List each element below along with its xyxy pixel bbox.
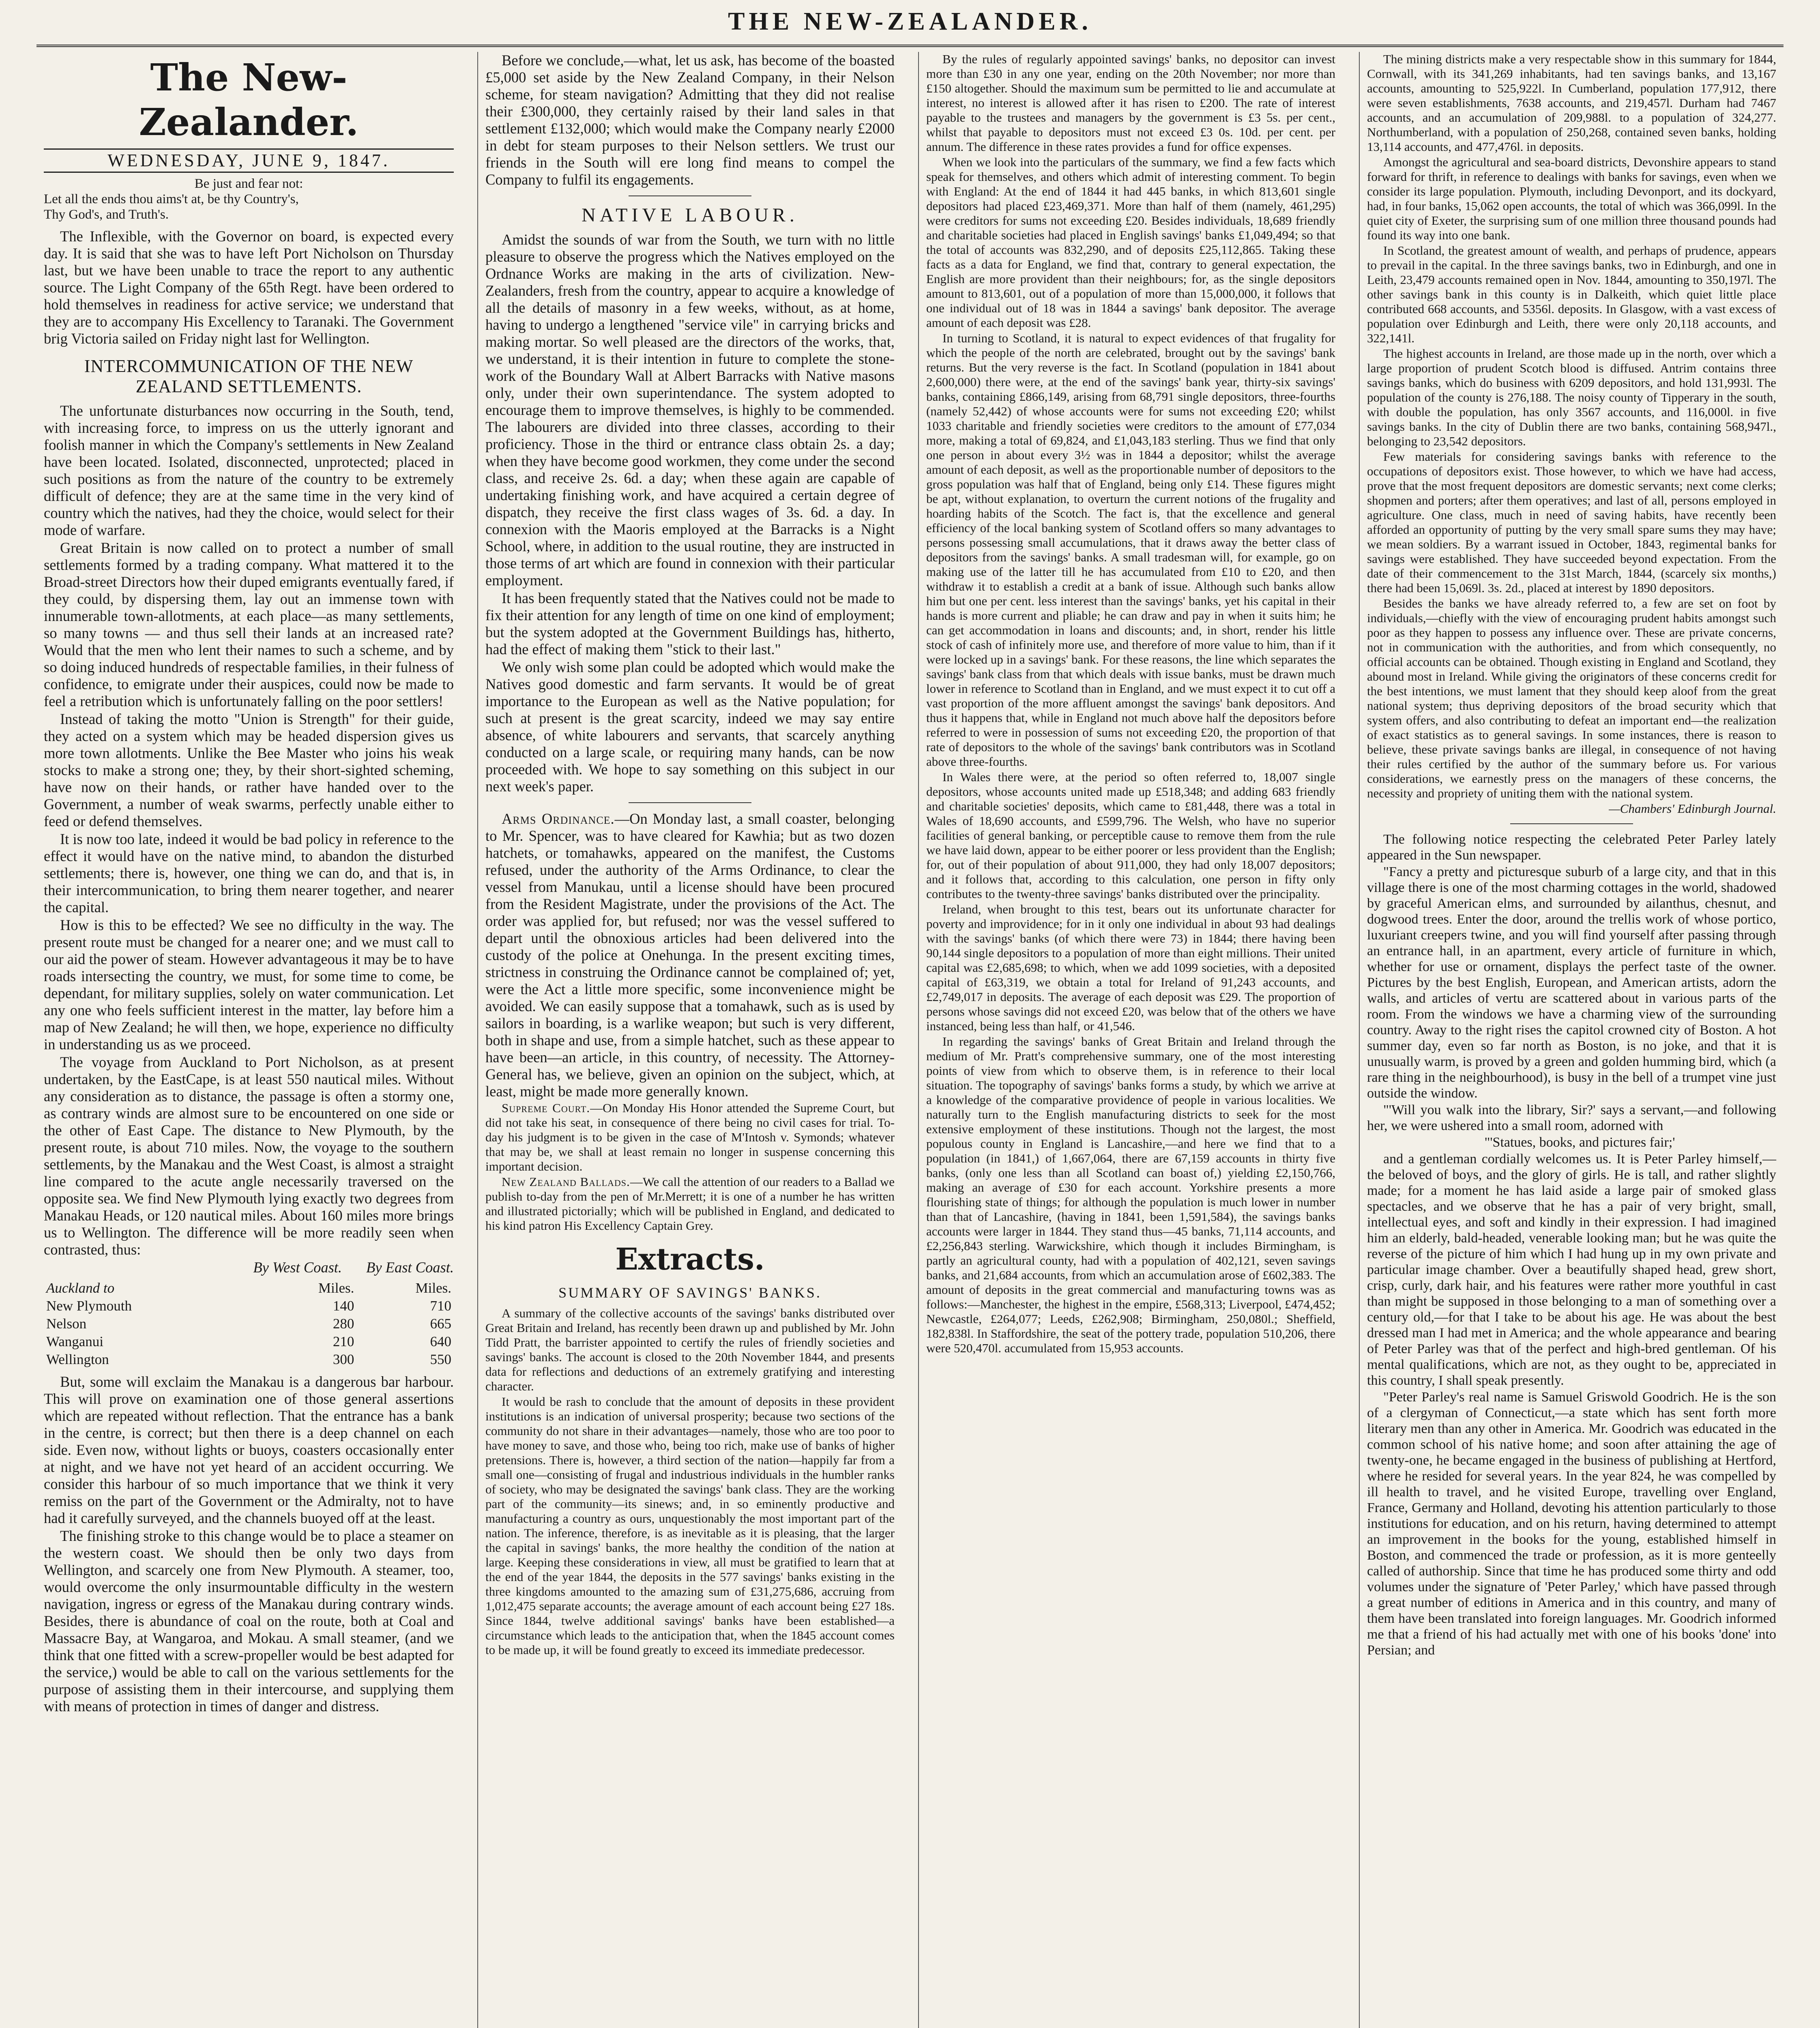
section-divider xyxy=(629,195,751,196)
extracts-heading: Extracts. xyxy=(615,1242,765,1277)
parley-q2: "'Will you walk into the library, Sir?' says a servant,—and following her, we were ushered into a small room, adorned with xyxy=(1367,1102,1776,1133)
intercommunication-p7: But, some will exclaim the Manakau is a dangerous bar harbour. This will prove on examination one of those general assertions which are repeated without reflection. That the entrance has a bank in the centre, is correct; but then there is a deep channel on each side. Even now, without lights or buoys, coasters occasionally enter at night, and we have not yet heard of an accident occurring. We consider this harbour of so much importance that we think it very remiss on the part of the Government or the Admiralty, not to have had it carefully surveyed, and the channels buoyed off at the least. xyxy=(44,1373,454,1526)
motto-line-3: Thy God's, and Truth's. xyxy=(44,207,169,222)
table-row xyxy=(44,1333,454,1351)
arms-ordinance-lead: Arms Ordinance. xyxy=(502,810,615,827)
running-head: THE NEW-ZEALANDER. xyxy=(728,8,1092,35)
ballads-paragraph xyxy=(485,1175,895,1233)
table-row xyxy=(44,1279,454,1297)
section-divider xyxy=(1510,823,1633,824)
east-miles-cell: 640 xyxy=(430,1334,451,1349)
column-4 xyxy=(1359,52,1784,2028)
unit-west: Miles. xyxy=(318,1280,354,1296)
intercommunication-p2: Great Britain is now called on to protect a number of small settlements formed by a trading company. What mattered it to the Broad-street Directors how their duped emigrants eventually fared, if they could, by dispersing them, lay out an immense town with innumerable town-allotments, at each place—as many settlements, so many towns — and thus sell their lands at an increased rate? Would that the men who lent their names to such a scheme, and by so doing induced hundreds of respectable families, in their fulness of confidence, to emigrate under their auspices, could now be made to feel a retribution which is unfortunately falling on the poor settlers! xyxy=(44,539,454,709)
unit-east: Miles. xyxy=(415,1280,451,1296)
native-labour-p2: It has been frequently stated that the Natives could not be made to fix their attention for any length of time on one kind of employment; but the system adopted at the Government Buildings has, hitherto, had the effect of making them "stick to their last." xyxy=(485,590,895,657)
native-labour-p1: Amidst the sounds of war from the South, we turn with no little pleasure to observe the progress which the Natives employed on the Ordnance Works are making in the arts of civilization. New-Zealanders, fresh from the country, appear to acquire a knowledge of all the details of masonry in a few weeks, without, as at home, having to undergo a lengthened "service vile" in carrying bricks and making mortar. So well pleased are the directors of the works, that, we understand, it is their intention in future to complete the stone-work of the Boundary Wall at Albert Barracks with Native masons only, under their own superintendance. The system adopted to encourage them to improve themselves, is highly to be commended. The labourers are divided into three classes, according to their proficiency. Those in the third or entrance class obtain 2s. a day; when they have become good workmen, they come under the second class, and receive 2s. 6d. a day; when these again are capable of undertaking finishing work, and have acquired a certain degree of dispatch, they receive the first class wages of 3s. 6d. a day. In connexion with the Maoris employed at the Barracks is a Night School, where, in addition to the usual routine, they are instructed in those terms of art which are found in connexion with their particular employment. xyxy=(485,231,895,589)
savings-p11: In Scotland, the greatest amount of wealth, and perhaps of prudence, appears to prevail in the capital. In the three savings banks, two in Edinburgh, and one in Leith, 23,479 accounts remained open in Nov. 1844, amounting to 350,197l. The other savings bank in this county is in Dalkeith, which quiet little place contributed 668 accounts, and 5356l. deposits. In Glasgow, with a vast excess of population over Edinburgh and Leith, there were only 20,118 accounts, and 322,141l. xyxy=(1367,243,1776,345)
arms-ordinance-paragraph xyxy=(485,810,895,1100)
table-row xyxy=(44,1315,454,1333)
savings-p1: A summary of the collective accounts of the savings' banks distributed over Great Britain and Ireland, has recently been drawn up and published by Mr. John Tidd Pratt, the barrister appointed to certify the rules of friendly societies and savings' banks. The account is closed to the 20th November 1844, and presents data for reflections and deductions of an extremely gratifying and interesting character. xyxy=(485,1306,895,1393)
supreme-court-paragraph xyxy=(485,1101,895,1174)
intercommunication-title: INTERCOMMUNICATION OF THE NEW ZEALAND SETTLEMENTS. xyxy=(84,356,414,396)
section-divider xyxy=(629,802,751,803)
parley-intro: The following notice respecting the celebrated Peter Parley lately appeared in the Sun newspaper. xyxy=(1367,832,1776,863)
header-rule xyxy=(36,45,1784,47)
savings-p3: By the rules of regularly appointed savings' banks, no depositor can invest more than £30 in any one year, ending on the 20th November; nor more than £150 altogether. Should the maximum sum be permitted to lie and accumulate at interest, no interest is allowed after it has risen to £200. The rate of interest payable to the trustees and managers by the government is £3 5s. per cent., whilst that payable to depositors must not exceed £3 0s. 10d. per cent. per annum. The difference in these rates provides a fund for office expenses. xyxy=(926,52,1335,154)
west-coast-heading: By West Coast. xyxy=(253,1259,342,1276)
savings-p5: In turning to Scotland, it is natural to expect evidences of that frugality for which the people of the north are celebrated, brought out by the savings' bank returns. But the very reverse is the fact. In Scotland (population in 1841 about 2,600,000) there were, at the end of the savings' bank year, thirty-six savings' banks, containing £866,149, arising from 68,791 single depositors, three-fourths (namely 52,442) of whose accounts were for sums not exceeding £20; whilst 1033 charitable and friendly societies were creditors to the amount of £77,034 more, making a total of 69,824, and £1,043,183 sterling. Thus we find that only one person in about every 3½ was in 1844 a depositor; whilst the average amount of each deposit, as well as the proportionable number of depositors to the gross population was half that of England, being only £14. These figures might be apt, without explanation, to overturn the current notions of the frugality and hoarding habits of the Scotch. The fact is, that the excellence and general efficiency of the local banking system of Scotland offers so many advantages to persons possessing small accumulations, that it draws away the better class of depositors from the savings' banks. A small tradesman will, for example, go on making use of the latter till he has accumulated from £10 to £20, and then withdraw it to establish a credit at a bank of issue. Although such banks allow him but one per cent. less interest than the savings' banks, yet his capital in their hands is more current and pliable; he can draw and pay in when it suits him; he can get accommodation in loans and discounts; and, in short, render his little stock of cash of infinitely more use, and therefore of more value to him, than if it were locked up in a savings' bank. For these reasons, the line which separates the savings' bank class from that which deals with issue banks, must be drawn much lower in reference to Scotland than in England, and we must expect it to cut off a vast proportion of the more affluent amongst the savings' bank depositors. And thus it happens that, while in England not much above half the depositors before referred to were in possession of sums not exceeding £20, the proportion of that rate of depositors to the whole of the savings' bank contributors was in Scotland above three-fourths. xyxy=(926,331,1335,769)
savings-p6: In Wales there were, at the period so often referred to, 18,007 single depositors, whose accounts united made up £518,348; and adding 683 friendly and charitable societies' deposits, which came to £81,448, there was a total in Wales of 18,690 accounts, and £599,796. The Welsh, who have no superior facilities of general banking, or perceptible cause to remove them from the rule we have laid down, appear to be either poorer or less provident than the English; for, out of their population of about 911,000, they had only 18,007 depositors; and it follows that, according to this calculation, one person in fifty only contributes to the twenty-three savings' banks distributed over the principality. xyxy=(926,770,1335,901)
intercommunication-p6: The voyage from Auckland to Port Nicholson, as at present undertaken, by the EastCape, is at least 550 nautical miles. Without any consideration as to distance, the passage is often a stormy one, as contrary winds are almost sure to be encountered on one side or the other of East Cape. The distance to New Plymouth, by the present route, is about 710 miles. Now, the voyage to the southern settlements, by the Manakau and the West Coast, is almost a straight line compared to the acute angle necessarily traversed on the opposite sea. We find New Plymouth lying exactly two degrees from Manakau Heads, or 120 nautical miles. About 160 miles more brings us to Wellington. The difference will be more readily seen when contrasted, thus: xyxy=(44,1054,454,1258)
supreme-court-text: —On Monday His Honor attended the Supreme Court, but did not take his seat, in consequence of there being no civil cases for trial. To-day his judgment is to be given in the case of M'Intosh v. Symonds; whatever that may be, we shall at least remain no longer in suspense concerning this important decision. xyxy=(485,1101,895,1173)
west-miles-cell: 300 xyxy=(333,1351,354,1367)
columns xyxy=(36,52,1784,2028)
motto-line-1: Be just and fear not: xyxy=(194,176,303,191)
east-miles-cell: 550 xyxy=(430,1351,451,1367)
intercommunication-p9: Before we conclude,—what, let us ask, has become of the boasted £5,000 set aside by the New Zealand Company, in their Nelson scheme, for steam navigation? Admitting that they did not realise their £300,000, they certainly raised by their land sales in that settlement £132,000; which would make the Company nearly £2000 in debt for steam purposes to their Nelson settlers. We trust our friends in the South will ere long find means to compel the Company to fulfil its engagements. xyxy=(485,52,895,188)
savings-p8: In regarding the savings' banks of Great Britain and Ireland through the medium of Mr. Pratt's comprehensive summary, one of the most interesting points of view from which to observe them, is in reference to their local situation. The topography of savings' banks forms a study, by which we arrive at a knowledge of the comparative providence of people in various localities. We naturally turn to the English manufacturing districts to seek for the most extensive employment of these institutions. Though not the largest, the most populous county in England is Lancashire,—and here we find that to a population (in 1841,) of 1,667,064, there are 67,159 accounts in thirty five banks, (only one less than all Scotland can boast of,) yielding £2,150,766, making an average of £30 for each account. Yorkshire presents a more flourishing state of things; for although the population is much lower in number than that of Lancashire, (having in 1841, been 1,591,584), the savings banks accounts were larger in 1844. They stand thus—45 banks, 71,114 accounts, and £2,256,843 sterling. Warwickshire, which though it includes Birmingham, is partly an agricultural county, had with a population of 402,121, seven savings banks, and 21,684 accounts, from which an accumulation arose of £602,383. The amount of deposits in the great commercial and manufacturing towns was as follows:—Manchester, the highest in the empire, £568,313; Liverpool, £474,452; Newcastle, £264,077; Leeds, £262,908; Birmingham, 250,080l.; Sheffield, 182,838l. In Staffordshire, the seat of the pottery trade, population 510,206, there were 520,470l. accumulated from 15,953 accounts. xyxy=(926,1034,1335,1355)
intercommunication-p4: It is now too late, indeed it would be bad policy in reference to the effect it would have on the native mind, to abandon the disturbed settlements; there is, however, one thing we can do, and that is, in their intercommunication, to bring them nearer together, and nearer the capital. xyxy=(44,831,454,915)
distance-table xyxy=(44,1279,454,1368)
savings-banks-title: SUMMARY OF SAVINGS' BANKS. xyxy=(558,1285,822,1301)
place-cell: Wellington xyxy=(46,1351,109,1367)
side-label: Auckland to xyxy=(46,1280,115,1296)
native-labour-title: NATIVE LABOUR. xyxy=(582,204,798,226)
place-cell: New Plymouth xyxy=(46,1298,132,1314)
savings-p7: Ireland, when brought to this test, bears out its unfortunate character for poverty and improvidence; for in it only one individual in about 93 had dealings with the savings' banks (of which there were 73) in 1844; there having been 90,144 single depositors to a population of more than eight millions. Their united capital was £2,685,698; to which, when we add 1099 societies, with a deposited capital of £63,319, we obtain a total for Ireland of 91,243 accounts, and £2,749,017 in deposits. The average of each deposit was £29. The proportion of persons whose savings did not exceed £20, was below that of the others we have instanced, being less than half, or 41,546. xyxy=(926,902,1335,1033)
inflexible-paragraph: The Inflexible, with the Governor on board, is expected every day. It is said that she was to have left Port Nicholson on Thursday last, but we have been unable to trace the report to any authentic source. The Light Company of the 65th Regt. have been ordered to hold themselves in readiness for active service; we understand that they are to accompany His Excellency to Taranaki. The Government brig Victoria sailed on Friday night last for Wellington. xyxy=(44,228,454,347)
savings-p9: The mining districts make a very respectable show in this summary for 1844, Cornwall, with its 341,269 inhabitants, had ten savings banks, and 13,167 accounts, amounting to 525,922l. In Cumberland, population 177,912, there were seven establishments, 7638 accounts, and 219,457l. Durham had 7467 accounts, and an accumulation of 209,988l. to a population of 324,277. Northumberland, with a population of 250,268, contained seven banks, holding 13,114 accounts, and 477,476l. in deposits. xyxy=(1367,52,1776,154)
issue-date: WEDNESDAY, JUNE 9, 1847. xyxy=(44,148,454,173)
west-miles-cell: 140 xyxy=(333,1298,354,1314)
savings-p4: When we look into the particulars of the summary, we find a few facts which speak for themselves, and others which admit of interesting comment. To begin with England: At the end of 1844 it had 445 banks, in which 813,601 single depositors had placed £23,469,371. More than half of them (namely, 461,295) were creditors for sums not exceeding £20. Besides individuals, 18,689 friendly and charitable societies had placed in English savings' banks £1,049,494; so that the total of accounts was 832,290, and of deposits £25,112,865. Taking these facts as a data for England, we find that, contrary to general expectation, the English are more provident than their neighbours; for, as the single depositors amount to 813,601, out of a population of more than 15,000,000, it follows that one individual out of 18 was in 1844 a savings' bank depositor. The average amount of each deposit was £28. xyxy=(926,155,1335,330)
west-miles-cell: 280 xyxy=(333,1316,354,1332)
savings-p13: Few materials for considering savings banks with reference to the occupations of depositors exist. Those however, to which we have had access, prove that the most frequent depositors are domestic servants; next come clerks; shopmen and porters; after them operatives; and last of all, persons employed in agriculture. One class, much in need of saving habits, have recently been afforded an opportunity of putting by the very small spare sums they may have; we mean soldiers. By a warrant issued in October, 1843, regimental banks for savings were established. They have succeeded beyond expectation. From the date of their commencement to the 31st March, 1844, (scarcely six months,) there had been 15,069l. 3s. 2d., placed at interest by 1890 depositors. xyxy=(1367,449,1776,595)
column-2 xyxy=(477,52,902,2028)
parley-q5: "Peter Parley's real name is Samuel Griswold Goodrich. He is the son of a clergyman of Connecticut,—a state which has sent forth more literary men than any other in America. Mr. Goodrich was educated in the common school of his native home; and soon after attaining the age of twenty-one, he became engaged in the business of publishing at Hertford, where he resided for several years. In the year 824, he was compelled by ill health to travel, and he visited Europe, travelling over England, France, Germany and Holland, devoting his attention particularly to those institutions for education, and on his return, having determined to attempt an improvement in the books for the young, established himself in Boston, and commenced the trade or profession, as it is more genteelly called of authorship. Since that time he has produced some thirty and odd volumes under the signature of 'Peter Parley,' which have passed through a great number of editions in America and in this country, and many of them have been translated into foreign languages. Mr. Goodrich informed me that a friend of his had actually met with one of his books 'done' into Persian; and xyxy=(1367,1390,1776,1658)
savings-p2: It would be rash to conclude that the amount of deposits in these provident institutions is an indication of universal prosperity; because two sections of the community do not share in their advantages—namely, those who are too poor to have money to save, and those who, being too rich, make use of banks of higher pretensions. There is, however, a third section of the nation—happily far from a small one—consisting of frugal and industrious individuals in the humbler ranks of society, who may be designated the savings' bank class. They are the working part of the community—its sinews; and, in so eminently productive and manufacturing a country as ours, unquestionably the most important part of the nation. The inference, therefore, is as inevitable as it is pleasing, that the larger the capital in savings' banks, the more healthy the condition of the nation at large. Keeping these considerations in view, all must be gratified to learn that at the end of the year 1844, the deposits in the 577 savings' banks existing in the three kingdoms amounted to the amazing sum of £31,275,686, accruing from 1,012,475 separate accounts; the average amount of each account being £27 18s. Since 1844, twelve additional savings' banks have been established—a circumstance which leads to the anticipation that, when the 1845 account comes to be made up, it will be found greatly to exceed its immediate predecessor. xyxy=(485,1394,895,1657)
masthead-title: The New-Zealander. xyxy=(139,56,359,144)
table-row xyxy=(44,1351,454,1368)
arms-ordinance-text: —On Monday last, a small coaster, belonging to Mr. Spencer, was to have cleared for Kawhia; but as two dozen hatchets, or tomahawks, appeared on the manifest, the Customs refused, under the authority of the Arms Ordinance, to clear the vessel from Manukau, until a license should have been procured from the Resident Magistrate, under the provisions of the Act. The order was applied for, but refused; nor was the vessel suffered to depart until the obnoxious articles had been delivered into the custody of the police at Onehunga. In the present exciting times, strictness in construing the Ordinance cannot be complained of; yet, were the Act a little more specific, some inconvenience might be avoided. We can easily suppose that a tomahawk, such as is used by sailors in boarding, is a warlike weapon; but such is very different, both in shape and use, from a simple hatchet, such as these appear to have been—an article, in this country, of necessity. The Attorney-General has, we believe, given an opinion on the subject, which, at least, might be made more generally known. xyxy=(485,810,895,1100)
place-cell: Nelson xyxy=(46,1316,87,1332)
intercommunication-p1: The unfortunate disturbances now occurring in the South, tend, with increasing force, to impress on us the utterly ignorant and foolish manner in which the Company's settlements in New Zealand have been located. Isolated, disconnected, unprotected; placed in such positions as from the nature of the country to be extremely difficult of defence; they are at the same time in the very kind of country which the natives, had they the choice, would select for their mode of warfare. xyxy=(44,402,454,538)
savings-p12: The highest accounts in Ireland, are those made up in the north, over which a large proportion of prudent Scotch blood is diffused. Antrim contains three savings banks, which do business with 6209 depositors, and hold 131,993l. The population of the county is 276,188. The noisy county of Tipperary in the south, with double the population, has only 3567 accounts, and 116,000l. in five savings banks. In the city of Dublin there are two banks, containing 568,947l., belonging to 23,542 depositors. xyxy=(1367,346,1776,448)
column-3 xyxy=(918,52,1343,2028)
parley-q4: and a gentleman cordially welcomes us. It is Peter Parley himself,—the beloved of boys, and the glory of girls. He is tall, and rather slightly made; for a moment he has laid aside a large pair of smoked glass spectacles, and we observe that he has a pair of very bright, small, intellectual eyes, and soft and kindly in their expression. I had imagined him an elderly, bald-headed, venerable looking man; but he was quite the reverse of the picture of him which I had hung up in my own private and particular image chamber. Over a beautifully shaped head, grew short, crisp, curly, dark hair, and his features were rather more youthful in cast than might be supposed in those belonging to a man of something over a century old,—for that I take to be about his age. He was about the best dressed man I had met in America; and the whole appearance and bearing of Peter Parley was that of the perfect and high-bred gentleman. Of his mental qualifications, which are not, as they ought to be, appreciated in this country, I shall speak presently. xyxy=(1367,1151,1776,1388)
column-1 xyxy=(36,52,461,2028)
table-row xyxy=(44,1297,454,1315)
native-labour-p3: We only wish some plan could be adopted which would make the Natives good domestic and farm servants. It would be of great importance to the European as well as the Native population; for such at present is the great scarcity, indeed we may say entire absence, of white labourers and servants, that scarcely anything conducted on a large scale, or requiring many hands, can be now proceeded with. We hope to say something on this subject in our next week's paper. xyxy=(485,659,895,795)
ballads-lead: New Zealand Ballads. xyxy=(502,1175,630,1189)
east-miles-cell: 665 xyxy=(430,1316,451,1332)
motto xyxy=(44,176,454,222)
distance-table-header xyxy=(44,1259,454,1276)
savings-p10: Amongst the agricultural and sea-board districts, Devonshire appears to stand forward for thrift, in reference to dealings with banks for savings, even when we consider its large population. Plymouth, including Devonport, and its dockyard, had, in four banks, 15,062 open accounts, the total of which was 366,099l. In the quiet city of Exeter, the surprising sum of one million three thousand pounds had found its way into one bank. xyxy=(1367,155,1776,242)
parley-q3: "'Statues, books, and pictures fair;' xyxy=(1484,1135,1675,1150)
intercommunication-p5: How is this to be effected? We see no difficulty in the way. The present route must be changed for a nearer one; and we must call to our aid the power of steam. However advantageous it may be to have roads intersecting the country, we must, for some time to come, be dependant, for military supplies, solely on water communication. Let any one who feels sufficient interest in the matter, lay before him a map of New Zealand; he will then, we hope, experience no difficulty in understanding us as we proceed. xyxy=(44,917,454,1053)
east-coast-heading: By East Coast. xyxy=(366,1259,454,1276)
intercommunication-p8: The finishing stroke to this change would be to place a steamer on the western coast. We should then be only two days from Wellington, and scarcely one from New Plymouth. A steamer, too, would overcome the only insurmountable difficulty in the western navigation, ingress or egress of the Manakau during contrary winds. Besides, there is abundance of coal on the route, both at Coal and Massacre Bay, at Wangaroa, and Mokau. A small steamer, (and we think that one fitted with a screw-propeller would be best adapted for the service,) would be able to call on the various settlements for the purpose of assisting them in their intercourse, and supplying them with means of protection in times of danger and distress. xyxy=(44,1527,454,1714)
savings-p14: Besides the banks we have already referred to, a few are set on foot by individuals,—chiefly with the view of encouraging prudent habits amongst such poor as they happen to possess any influence over. These are private concerns, not in communication with the authorities, and from which consequently, no official accounts can be obtained. Though existing in England and Scotland, they abound most in Ireland. While giving the originators of these concerns credit for the best intentions, we must lament that they should keep aloof from the great national system; thus depriving depositors of the broad security which that system offers, and also contributing to defeat an important end—the realization of exact statistics as to general savings. In some instances, there is reason to believe, these private savings banks are illegal, in consequence of not having their rules certified by the author of the summary before us. For various considerations, we earnestly press on the managers of these concerns, the necessity and propriety of uniting them with the national system. xyxy=(1367,596,1776,800)
east-miles-cell: 710 xyxy=(430,1298,451,1314)
savings-source: —Chambers' Edinburgh Journal. xyxy=(1609,801,1776,816)
west-miles-cell: 210 xyxy=(333,1334,354,1349)
parley-q1: "Fancy a pretty and picturesque suburb of a large city, and that in this village there is one of the most charming cottages in the world, shadowed by graceful American elms, and surrounded by ailanthus, chesnut, and dogwood trees. Enter the door, around the trellis work of whose portico, luxuriant creepers twine, and you will find yourself after passing through an entrance hall, in an apartment, every article of furniture in which, whether for use or ornament, displays the perfect taste of the owner. Pictures by the best English, European, and American artists, adorn the walls, and articles of vertu are scattered about in various parts of the room. From the windows we have a charming view of the surrounding country. Away to the right rises the capitol crowned city of Boston. A hot summer day, even so far north as Boston, is no joke, and that it is unusually warm, is proved by a green and golden humming bird, which (a rare thing in the neighbourhood), is busy in the bell of a trumpet vine just outside the window. xyxy=(1367,864,1776,1101)
motto-line-2: Let all the ends thou aims't at, be thy Country's, xyxy=(44,192,299,206)
ballads-text: —We call the attention of our readers to a Ballad we publish to-day from the pen of Mr.Merrett; it is one of a number he has written and illustrated pictorially; which will be published in England, and dedicated to his kind patron His Excellency Captain Grey. xyxy=(485,1175,895,1233)
supreme-court-lead: Supreme Court. xyxy=(502,1101,590,1115)
place-cell: Wanganui xyxy=(46,1334,104,1349)
intercommunication-p3: Instead of taking the motto "Union is Strength" for their guide, they acted on a system which may be headed dispersion gives us more town allotments. Unlike the Bee Master who joins his weak stocks to make a strong one; they, by their short-sighted scheming, have now on their hands, or rather have handed over to the Government, a number of weak swarms, perfectly unable either to feed or defend themselves. xyxy=(44,711,454,829)
